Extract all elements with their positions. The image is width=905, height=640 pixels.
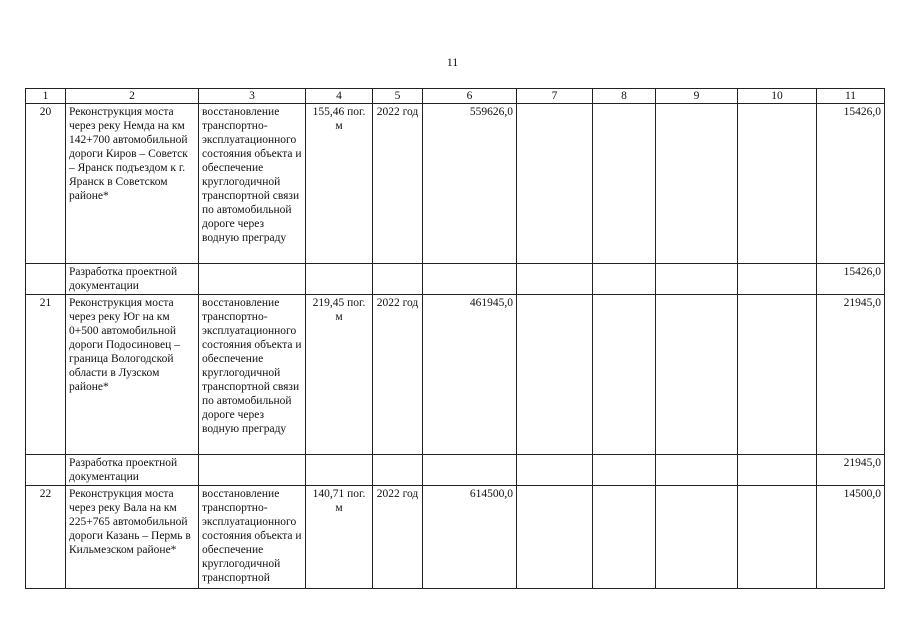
column-header: 10	[738, 89, 817, 104]
row-number: 21	[26, 295, 66, 455]
cell-col7	[517, 486, 593, 589]
page-number: 11	[446, 55, 459, 69]
object-name: Разработка проектной документации	[66, 455, 199, 486]
table-row	[26, 295, 885, 455]
table-row	[26, 104, 885, 264]
object-cost: 461945,0	[423, 295, 517, 455]
cell-col7	[517, 295, 593, 455]
table-row	[26, 455, 885, 486]
table-header-row	[26, 89, 885, 104]
object-capacity: 140,71 пог. м	[306, 486, 373, 589]
object-capacity	[306, 455, 373, 486]
object-name: Реконструкция моста через реку Юг на км 0+500 автомобильной дороги Подосиновец – граница Вологодской области в Лузском районе*	[66, 295, 199, 455]
cell-col7	[517, 104, 593, 264]
object-cost	[423, 455, 517, 486]
row-number: 22	[26, 486, 66, 589]
object-year: 2022 год	[373, 486, 423, 589]
cell-col11: 21945,0	[817, 295, 885, 455]
cell-col10	[738, 104, 817, 264]
column-header: 7	[517, 89, 593, 104]
cell-col10	[738, 486, 817, 589]
cell-col11: 15426,0	[817, 264, 885, 295]
column-header: 6	[423, 89, 517, 104]
column-header: 5	[373, 89, 423, 104]
object-capacity	[306, 264, 373, 295]
cell-col11: 21945,0	[817, 455, 885, 486]
object-purpose: восстановление транспортно-эксплуатационного состояния объекта и обеспечение круглогодичной транспортной связи по автомобильной дороге через водную преграду	[199, 295, 306, 455]
column-header: 2	[66, 89, 199, 104]
cell-col8	[593, 295, 656, 455]
cell-col9	[656, 264, 738, 295]
cell-col8	[593, 264, 656, 295]
row-number	[26, 264, 66, 295]
cell-col10	[738, 264, 817, 295]
object-name: Реконструкция моста через реку Немда на км 142+700 автомобильной дороги Киров – Советск – Яранск подъездом к г. Яранск в Советском районе*	[66, 104, 199, 264]
cell-col7	[517, 264, 593, 295]
cell-col8	[593, 486, 656, 589]
object-name: Реконструкция моста через реку Вала на км 225+765 автомобильной дороги Казань – Пермь в Кильмезском районе*	[66, 486, 199, 589]
cell-col8	[593, 104, 656, 264]
cell-col11: 14500,0	[817, 486, 885, 589]
object-year	[373, 264, 423, 295]
object-purpose: восстановление транспортно-эксплуатационного состояния объекта и обеспечение круглогодичной транспортной связи по автомобильной дороге через водную преграду	[199, 104, 306, 264]
table-row	[26, 486, 885, 589]
object-cost	[423, 264, 517, 295]
row-number	[26, 455, 66, 486]
column-header: 8	[593, 89, 656, 104]
table-row	[26, 264, 885, 295]
object-purpose	[199, 264, 306, 295]
object-name: Разработка проектной документации	[66, 264, 199, 295]
cell-col9	[656, 486, 738, 589]
row-number: 20	[26, 104, 66, 264]
object-year: 2022 год	[373, 295, 423, 455]
column-header: 11	[817, 89, 885, 104]
object-purpose	[199, 455, 306, 486]
object-cost: 559626,0	[423, 104, 517, 264]
object-year	[373, 455, 423, 486]
cell-col10	[738, 455, 817, 486]
cell-col9	[656, 104, 738, 264]
cell-col10	[738, 295, 817, 455]
cell-col11: 15426,0	[817, 104, 885, 264]
column-header: 4	[306, 89, 373, 104]
cell-col7	[517, 455, 593, 486]
column-header: 1	[26, 89, 66, 104]
column-header: 9	[656, 89, 738, 104]
cell-col9	[656, 295, 738, 455]
document-table	[25, 88, 885, 589]
column-header: 3	[199, 89, 306, 104]
cell-col9	[656, 455, 738, 486]
object-purpose: восстановление транспортно-эксплуатационного состояния объекта и обеспечение круглогодичной транспортной	[199, 486, 306, 589]
object-capacity: 155,46 пог. м	[306, 104, 373, 264]
cell-col8	[593, 455, 656, 486]
object-year: 2022 год	[373, 104, 423, 264]
object-capacity: 219,45 пог. м	[306, 295, 373, 455]
object-cost: 614500,0	[423, 486, 517, 589]
